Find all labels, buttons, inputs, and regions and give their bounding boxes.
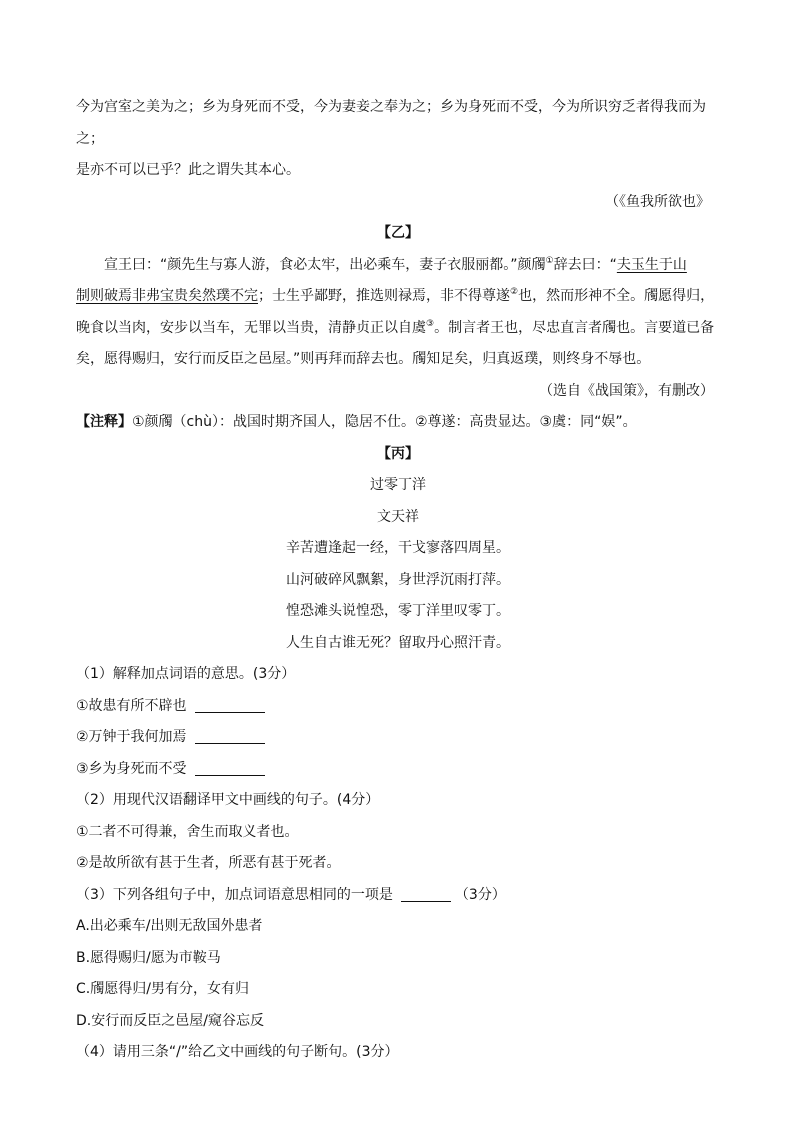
yi-text-b: 辞去曰：“	[553, 256, 617, 273]
question-2: （2）用现代汉语翻译甲文中画线的句子。(4分）	[76, 792, 380, 808]
question-1-item	[76, 691, 720, 723]
question-1-item-text: ②万钟于我何加焉	[76, 729, 187, 745]
jia-excerpt-line-1: 今为宫室之美为之；乡为身死而不受，今为妻妾之奉为之；乡为身死而不受，今为所识穷乏者得我而为之；	[76, 99, 706, 147]
poem-line: 人生自古谁无死？留取丹心照汗青。	[286, 634, 510, 651]
poem-line: 山河破碎风飘絮，身世浮沉雨打萍。	[286, 571, 510, 588]
poem-title: 过零丁洋	[370, 477, 426, 493]
answer-blank[interactable]	[195, 698, 265, 713]
jia-source: （《鱼我所欲也》	[605, 193, 710, 210]
question-2-item: ①二者不可得兼，舍生而取义者也。	[76, 823, 299, 840]
note-marker-1: ①	[545, 255, 554, 266]
yi-text-d: 也，然而形神不全。斶愿得归，	[518, 288, 715, 304]
yi-text-e: 晚食以当肉，安步以当车，无罪以当贵，清静贞正以自虞	[76, 319, 426, 336]
answer-blank[interactable]	[195, 729, 265, 744]
question-1-item-text: ③乡为身死而不受	[76, 760, 187, 777]
yi-notes	[76, 407, 720, 439]
question-3	[76, 880, 720, 912]
question-2-item: ②是故所欲有甚于生者，所恶有甚于死者。	[76, 855, 341, 871]
question-3-option: A.出必乘车/出则无敌国外患者	[76, 918, 263, 934]
jia-excerpt-line-2: 是亦不可以已乎？此之谓失其本心。	[76, 162, 300, 178]
answer-blank[interactable]	[195, 761, 265, 776]
yi-source: （选自《战国策》，有删改）	[539, 382, 714, 399]
question-3-text: （3）下列各组句子中，加点词语意思相同的一项是	[76, 886, 393, 903]
question-3-option: D.安行而反臣之邑屋/窥谷忘反	[76, 1012, 264, 1029]
question-3-points: （3分）	[454, 886, 506, 903]
question-4: （4）请用三条“/”给乙文中画线的句子断句。(3分）	[76, 1044, 399, 1060]
question-1-item	[76, 754, 720, 786]
yi-text-c: ；士生乎鄙野，推选则禄焉，非不得尊遂	[258, 288, 510, 304]
section-heading-bing: 【丙】	[377, 445, 419, 462]
poem-line: 辛苦遭逢起一经，干戈寥落四周星。	[286, 540, 510, 556]
yi-text-g: 矣，愿得赐归，安行而反臣之邑屋。”则再拜而辞去也。斶知足矣，归真返璞，则终身不辱也。	[76, 351, 651, 367]
section-heading-yi: 【乙】	[377, 225, 419, 241]
yi-underlined-sentence-1: 夫玉生于山	[616, 256, 687, 273]
question-3-option: B.愿得赐归/愿为市鞍马	[76, 949, 221, 966]
notes-label: 【注释】	[76, 414, 132, 430]
question-3-option: C.斶愿得归/男有分，女有归	[76, 981, 249, 997]
yi-underlined-sentence-2: 制则破焉非弗宝贵矣然璞不完	[76, 288, 258, 304]
question-1-item-text: ①故患有所不辟也	[76, 697, 187, 714]
poem-author: 文天祥	[377, 508, 419, 525]
note-marker-2: ②	[510, 287, 519, 297]
answer-blank[interactable]	[401, 887, 451, 902]
yi-passage	[76, 250, 720, 376]
yi-text-f: 。制言者王也，尽忠直言者斶也。言要道已备	[434, 319, 715, 336]
yi-text-a: 宣王曰：“颜先生与寡人游，食必太牢，出必乘车，妻子衣服丽都。”颜斶	[104, 256, 546, 273]
poem	[76, 470, 720, 659]
question-1-item	[76, 722, 720, 754]
document-page	[76, 92, 720, 1069]
question-1: （1）解释加点词语的意思。(3分）	[76, 666, 296, 682]
poem-line: 惶恐滩头说惶恐，零丁洋里叹零丁。	[286, 603, 510, 619]
note-marker-3: ③	[426, 318, 435, 329]
notes-text: ①颜斶（chù）：战国时期齐国人，隐居不仕。②尊遂：高贵显达。③虞：同“娱”。	[132, 414, 637, 430]
